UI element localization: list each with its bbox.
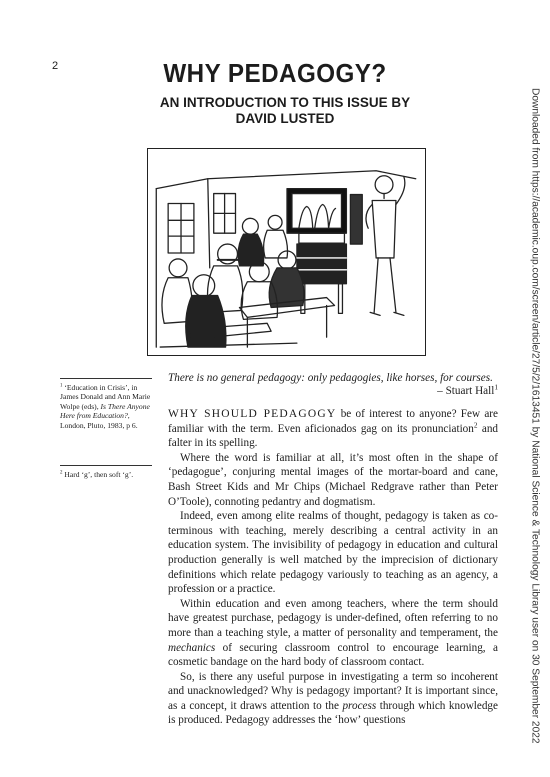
footnote-2-text: Hard ‘g’, then soft ‘g’. (64, 470, 134, 479)
footnote-2 (60, 465, 152, 479)
footnote-2-mark: 2 (60, 470, 63, 476)
paragraph-5 (168, 670, 498, 728)
footnote-1-publisher: , London, Pluto, 1983, p 6. (60, 411, 138, 430)
article-title: WHY PEDAGOGY? (163, 58, 387, 88)
subtitle-line-1: AN INTRODUCTION TO THIS ISSUE BY (159, 95, 411, 110)
footnote-1-mark: 1 (60, 383, 63, 389)
paragraph-1 (168, 407, 498, 451)
paragraph-4-text-b: of securing classroom control to encourage learning, a cosmetic bandage on the hard body of classroom contact. (168, 641, 498, 669)
footnote-1-book-title: Is There Anyone Here from Education? (60, 401, 150, 421)
article-body (168, 407, 498, 728)
paragraph-4-text-a: Within education and even among teachers, where the term should have greatest purchase, pedagogy is under-defined, often referring to no more than a teaching style, a matter of personality and temperament, the (168, 597, 498, 639)
subtitle-author: DAVID LUSTED (235, 111, 335, 126)
page-number: 2 (52, 60, 59, 72)
paragraph-2: Where the word is familiar at all, it’s most often in the shape of ‘pedagogue’, conjuring mental images of the mortar-board and cane, Bash Street Kids and Mr Chips (Michael Redgrave rather than Peter O’Toole), connoting pedantry and dogmatism. (168, 451, 498, 508)
paragraph-5-text-a: So, is there any useful purpose in investigating a term so incoherent and unacknowledged? Why is pedagogy important? It is important since, as a concept, it draws attention to the (168, 670, 498, 712)
epigraph-author: – Stuart Hall (437, 385, 495, 397)
classroom-cartoon-illustration (147, 148, 426, 356)
footnote-2-ref: 2 (473, 420, 478, 429)
epigraph-quote: There is no general pedagogy: only pedagogies, like horses, for courses. (168, 372, 493, 384)
download-notice-sidebar (528, 88, 542, 744)
epigraph-attribution (168, 385, 498, 398)
paragraph-4-emphasis: mechanics (168, 641, 216, 654)
footnote-1 (60, 378, 152, 430)
paragraph-5-text-b: through which knowledge is produced. Pedagogy addresses the ‘how’ questions (168, 699, 498, 727)
paragraph-5-emphasis: process (342, 699, 377, 712)
epigraph (168, 372, 498, 398)
epigraph-note-mark: 1 (494, 383, 498, 392)
paragraph-4 (168, 597, 498, 670)
lead-in: WHY SHOULD PEDAGOGY (168, 408, 337, 420)
paragraph-1-end: and falter in its spelling. (168, 422, 499, 450)
cartoon-drawing (148, 149, 425, 355)
paragraph-3: Indeed, even among elite realms of thought, pedagogy is taken as co-terminous with teaching, merely describing a central activity in an education system. The invisibility of pedagogy in education and cultural production generally is well matched by the imprecision of dictionary definitions which relate pedagogy variously to teaching as an agency, a profession or a practice. (168, 510, 498, 596)
article-subtitle (110, 95, 460, 127)
download-notice-text: Downloaded from https://academic.oup.com/screen/article/27/5/2/1613451 by National Science & Technology Library user on 30 September 2022 (529, 88, 541, 744)
paragraph-1-text: be of interest to anyone? Few are familiar with the term. Even aficionados gag on its pronunciation (168, 408, 498, 435)
footnote-1-text: ‘Education in Crisis’, in James Donald and Ann Marie Wolpe (eds), (60, 383, 151, 411)
